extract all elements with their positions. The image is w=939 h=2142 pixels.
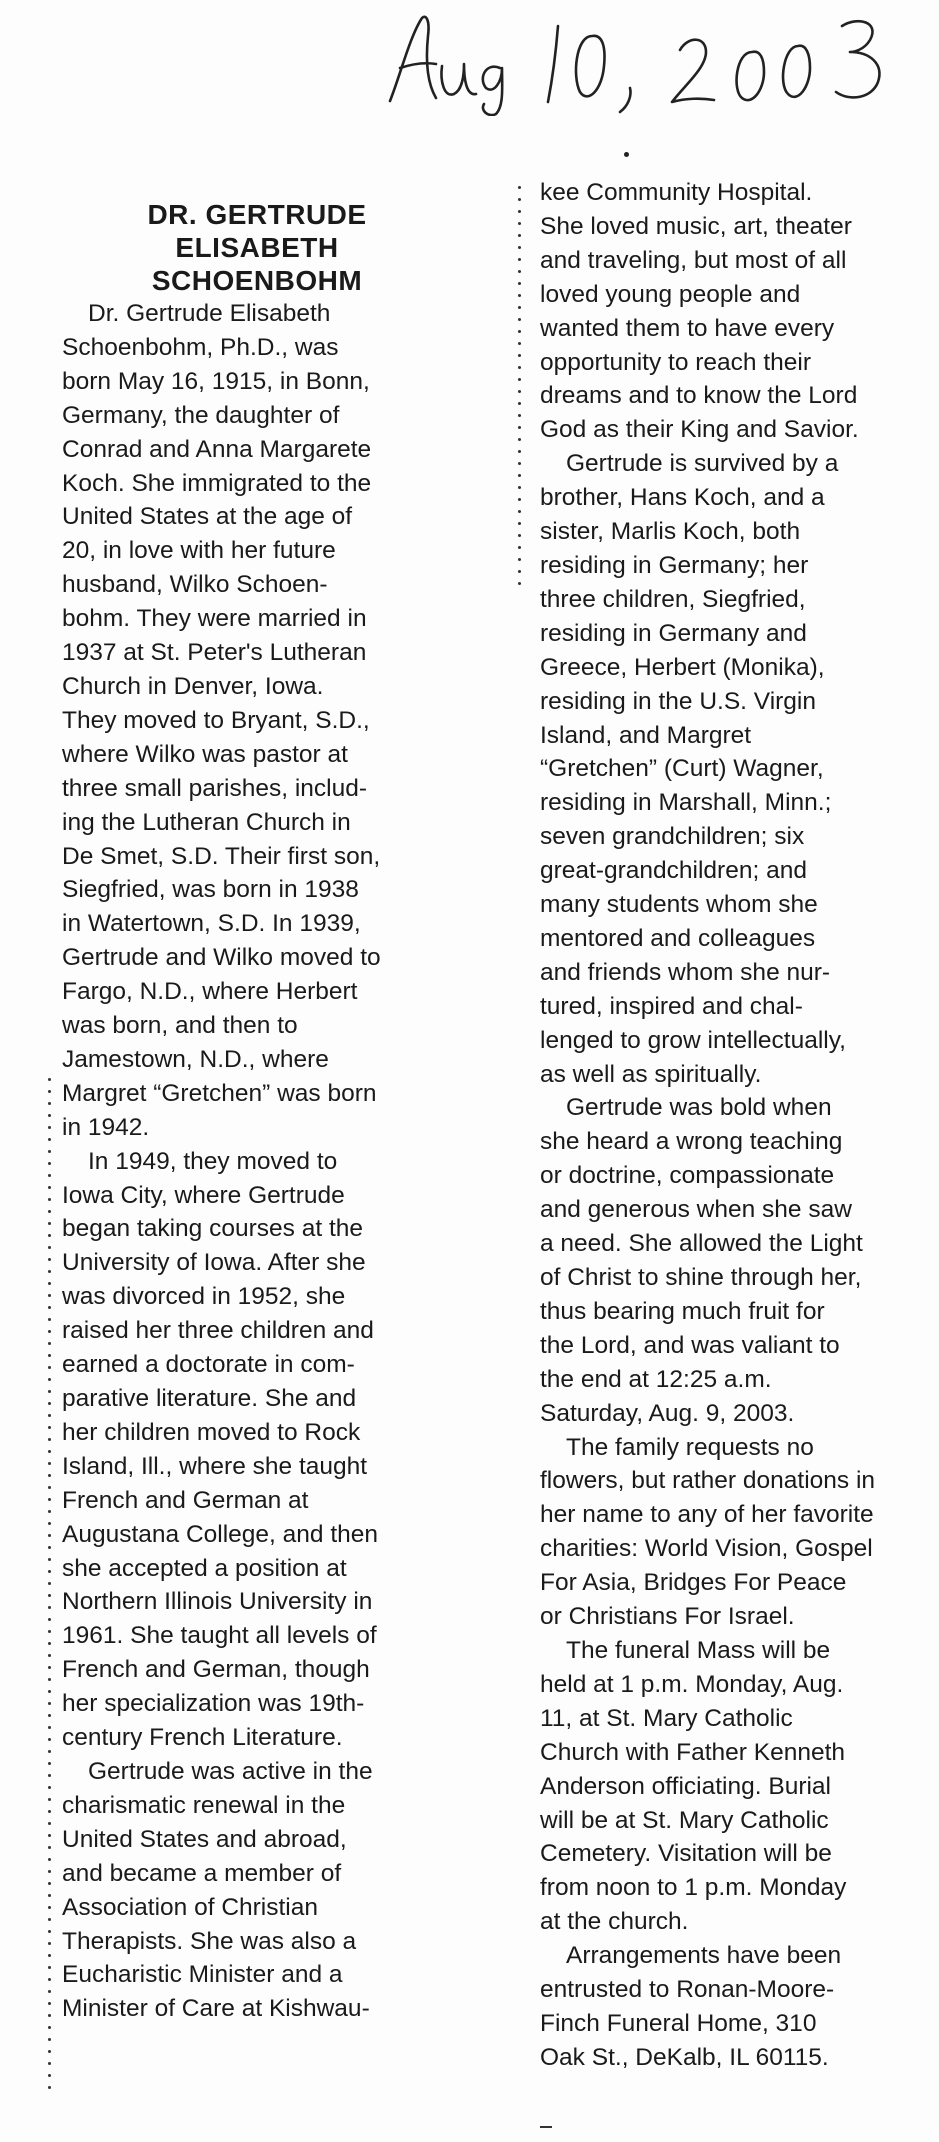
text-line: ing the Lutheran Church in xyxy=(62,808,351,836)
text-line: sister, Marlis Koch, both xyxy=(540,518,801,546)
text-line: Association of Christian xyxy=(62,1893,319,1921)
text-line: United States at the age of xyxy=(62,503,353,531)
text-line: Germany, the daughter of xyxy=(62,401,340,429)
text-line: Gertrude was active in the xyxy=(88,1757,373,1785)
text-line: She loved music, art, theater xyxy=(540,212,852,240)
headline-line-1: DR. GERTRUDE xyxy=(147,199,367,230)
text-line: In 1949, they moved to xyxy=(88,1147,338,1175)
text-line: seven grandchildren; six xyxy=(540,823,805,851)
text-line: flowers, but rather donations in xyxy=(540,1467,876,1495)
text-line: Therapists. She was also a xyxy=(62,1927,357,1955)
text-line: great-grandchildren; and xyxy=(540,857,807,885)
text-line: tured, inspired and chal- xyxy=(540,992,803,1020)
text-line: the Lord, and was valiant to xyxy=(540,1331,840,1359)
text-line: wanted them to have every xyxy=(540,314,835,342)
text-line: Margret “Gretchen” was born xyxy=(62,1079,377,1107)
text-line: charismatic renewal in the xyxy=(62,1791,346,1819)
right-column xyxy=(540,176,920,2075)
text-line: held at 1 p.m. Monday, Aug. xyxy=(540,1670,844,1698)
text-line: parative literature. She and xyxy=(62,1385,357,1412)
text-line: For Asia, Bridges For Peace xyxy=(540,1569,847,1597)
text-line: she accepted a position at xyxy=(62,1554,347,1582)
text-line: from noon to 1 p.m. Monday xyxy=(540,1874,847,1902)
text-line: Arrangements have been xyxy=(566,1942,842,1970)
text-line: Augustana College, and then xyxy=(62,1520,379,1548)
text-line: kee Community Hospital. xyxy=(540,179,813,206)
text-line: Fargo, N.D., where Herbert xyxy=(62,978,358,1006)
text-line: in Watertown, S.D. In 1939, xyxy=(62,910,361,938)
text-line: where Wilko was pastor at xyxy=(62,740,348,768)
text-line: raised her three children and xyxy=(62,1317,374,1345)
text-line: French and German at xyxy=(62,1486,309,1514)
bottom-dash-mark xyxy=(540,2126,552,2128)
text-line: of Christ to shine through her, xyxy=(540,1264,862,1291)
text-line: United States and abroad, xyxy=(62,1825,347,1853)
text-line: charities: World Vision, Gospel xyxy=(540,1535,873,1563)
text-line: she heard a wrong teaching xyxy=(540,1128,843,1156)
text-line: Siegfried, was born in 1938 xyxy=(62,876,359,904)
text-line: a need. She allowed the Light xyxy=(540,1230,863,1258)
text-line: Church in Denver, Iowa. xyxy=(62,672,324,700)
text-line: Oak St., DeKalb, IL 60115. xyxy=(540,2043,829,2071)
text-line: or doctrine, compassionate xyxy=(540,1162,835,1190)
text-line: residing in Germany and xyxy=(540,619,807,647)
text-line: entrusted to Ronan-Moore- xyxy=(540,1976,835,2004)
text-line: lenged to grow intellectually, xyxy=(540,1026,846,1054)
text-line: Gertrude is survived by a xyxy=(566,450,839,478)
text-line: born May 16, 1915, in Bonn, xyxy=(62,367,370,395)
text-line: and traveling, but most of all xyxy=(540,246,847,274)
text-line: Eucharistic Minister and a xyxy=(62,1961,343,1989)
text-line: French and German, though xyxy=(62,1656,370,1684)
text-line: Island, Ill., where she taught xyxy=(62,1452,368,1480)
text-line: bohm. They were married in xyxy=(62,605,367,633)
text-line: brother, Hans Koch, and a xyxy=(540,484,825,512)
text-line: God as their King and Savior. xyxy=(540,416,859,444)
text-line: husband, Wilko Schoen- xyxy=(62,571,328,599)
text-line: Anderson officiating. Burial xyxy=(540,1772,831,1800)
text-line: will be at St. Mary Catholic xyxy=(540,1806,829,1834)
text-line: or Christians For Israel. xyxy=(540,1603,795,1631)
text-line: The funeral Mass will be xyxy=(566,1636,831,1664)
text-line: many students whom she xyxy=(540,891,818,919)
text-line: three children, Siegfried, xyxy=(540,585,806,613)
text-line: her specialization was 19th- xyxy=(62,1690,365,1718)
handwritten-date-signature xyxy=(380,6,920,116)
text-line: Gertrude and Wilko moved to xyxy=(62,944,381,972)
text-line: 20, in love with her future xyxy=(62,537,336,565)
text-line: dreams and to know the Lord xyxy=(540,382,858,410)
obituary-headline xyxy=(62,198,452,297)
text-line: Cemetery. Visitation will be xyxy=(540,1840,832,1868)
handwritten-date xyxy=(380,6,920,116)
headline-line-2: ELISABETH xyxy=(175,232,339,263)
text-line: earned a doctorate in com- xyxy=(62,1351,355,1379)
text-line: De Smet, S.D. Their first son, xyxy=(62,842,381,870)
text-line: thus bearing much fruit for xyxy=(540,1297,825,1325)
text-line: as well as spiritually. xyxy=(540,1060,762,1088)
left-column xyxy=(62,198,452,2026)
column-divider-dots-right xyxy=(518,186,524,594)
text-line: Finch Funeral Home, 310 xyxy=(540,2009,817,2037)
text-line: mentored and colleagues xyxy=(540,924,816,952)
right-column-text xyxy=(540,176,920,2075)
text-line: residing in the U.S. Virgin xyxy=(540,687,816,715)
text-line: her children moved to Rock xyxy=(62,1418,361,1446)
text-line: residing in Marshall, Minn.; xyxy=(540,789,832,817)
text-line: three small parishes, includ- xyxy=(62,774,368,802)
text-line: The family requests no xyxy=(566,1433,814,1461)
text-line: Gertrude was bold when xyxy=(566,1094,832,1122)
text-line: Minister of Care at Kishwau- xyxy=(62,1995,370,2023)
text-line: loved young people and xyxy=(540,280,801,308)
text-line: 1937 at St. Peter's Lutheran xyxy=(62,639,367,667)
text-line: opportunity to reach their xyxy=(540,348,812,376)
text-line: Dr. Gertrude Elisabeth xyxy=(88,300,331,327)
text-line: and friends whom she nur- xyxy=(540,958,831,986)
text-line: her name to any of her favorite xyxy=(540,1501,874,1529)
text-line: 1961. She taught all levels of xyxy=(62,1622,377,1650)
text-line: Koch. She immigrated to the xyxy=(62,469,372,497)
text-line: was divorced in 1952, she xyxy=(62,1283,346,1311)
left-column-text xyxy=(62,297,452,2026)
text-line: University of Iowa. After she xyxy=(62,1249,366,1277)
text-line: Jamestown, N.D., where xyxy=(62,1045,329,1073)
text-line: Iowa City, where Gertrude xyxy=(62,1181,345,1209)
text-line: Conrad and Anna Margarete xyxy=(62,435,372,463)
speck-mark xyxy=(624,152,629,157)
text-line: and became a member of xyxy=(62,1859,342,1887)
text-line: was born, and then to xyxy=(62,1012,298,1040)
text-line: residing in Germany; her xyxy=(540,551,809,579)
text-line: began taking courses at the xyxy=(62,1215,364,1243)
text-line: century French Literature. xyxy=(62,1724,343,1752)
text-line: at the church. xyxy=(540,1908,689,1936)
text-line: “Gretchen” (Curt) Wagner, xyxy=(540,755,824,783)
text-line: Northern Illinois University in xyxy=(62,1588,373,1616)
text-line: the end at 12:25 a.m. xyxy=(540,1365,772,1393)
text-line: in 1942. xyxy=(62,1113,150,1141)
text-line: Island, and Margret xyxy=(540,721,752,749)
text-line: Saturday, Aug. 9, 2003. xyxy=(540,1399,795,1427)
text-line: Greece, Herbert (Monika), xyxy=(540,653,825,681)
text-line: and generous when she saw xyxy=(540,1196,852,1224)
headline-line-3: SCHOENBOHM xyxy=(151,265,363,296)
text-line: Schoenbohm, Ph.D., was xyxy=(62,333,339,361)
column-divider-dots-left xyxy=(48,1078,54,2098)
text-line: 11, at St. Mary Catholic xyxy=(540,1704,793,1732)
text-line: They moved to Bryant, S.D., xyxy=(62,706,370,734)
text-line: Church with Father Kenneth xyxy=(540,1738,846,1766)
